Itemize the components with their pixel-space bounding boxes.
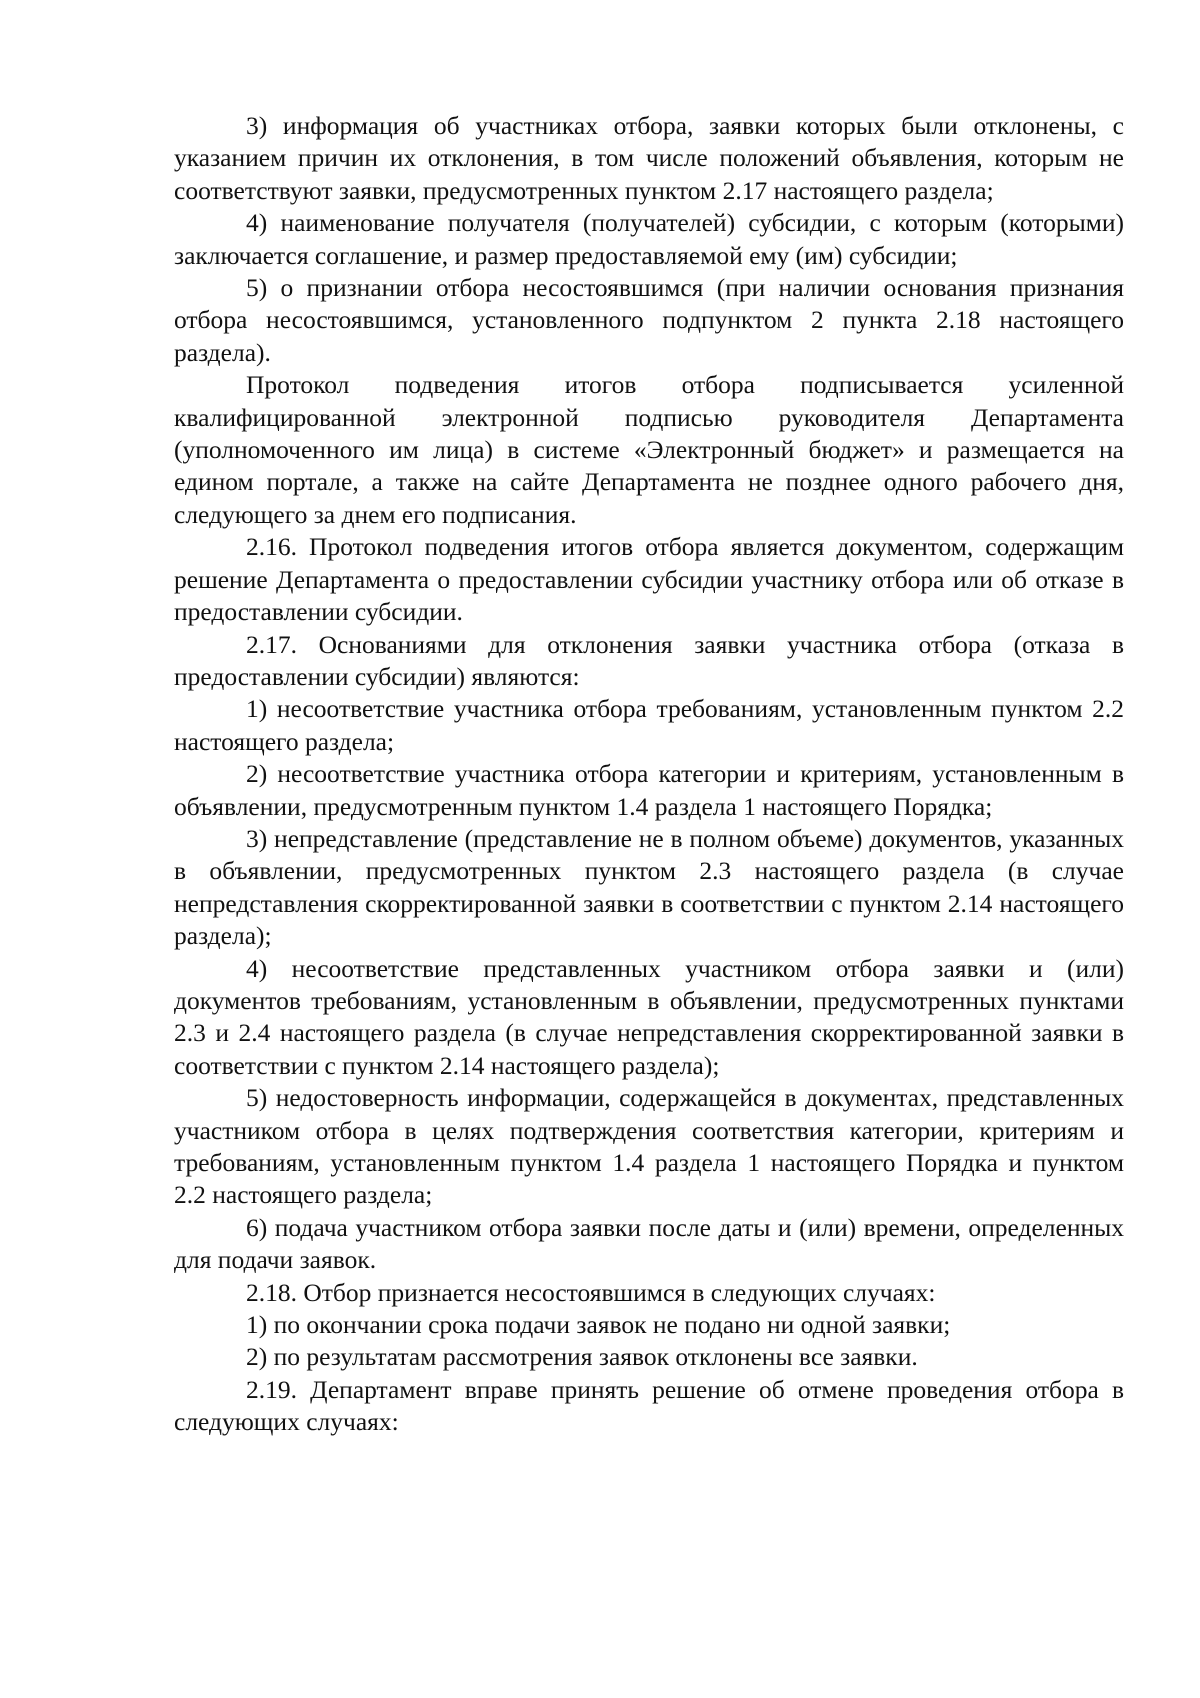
paragraph-2-18: 2.18. Отбор признается несостоявшимся в следующих случаях: [246,1277,936,1307]
paragraph-2-17-item-5: 5) недостоверность информации, содержащейся в документах, представленных участником отбора в целях подтверждения соответствия категории, критериям и требованиям, установленным пунктом 1.4 раздела 1 настоящего Порядка и пунктом 2.2 настоящего раздела; [174,1083,1124,1210]
paragraph-2-17-item-3: 3) непредставление (представление не в полном объеме) документов, указанных в объявлении, предусмотренных пунктом 2.3 настоящего раздела (в случае непредставления скорректированной заявки в соответствии с пунктом 2.14 настоящего раздела); [174,823,1124,951]
paragraph-2-16: 2.16. Протокол подведения итогов отбора является документом, содержащим решение Департамента о предоставлении субсидии участнику отбора или об отказе в предоставлении субсидии. [174,532,1124,627]
paragraph-item-3-rejected-participants: 3) информация об участниках отбора, заявки которых были отклонены, с указанием причин их отклонения, в том числе положений объявления, которым не соответствуют заявки, предусмотренных пунктом 2.17 настоящего раздела; [174,111,1124,205]
paragraph-2-17: 2.17. Основаниями для отклонения заявки участника отбора (отказа в предоставлении субсидии) являются: [174,629,1124,691]
document-page [174,110,1124,1439]
paragraph-2-18-item-2: 2) по результатам рассмотрения заявок отклонены все заявки. [246,1342,918,1372]
paragraph-protocol-signing: Протокол подведения итогов отбора подписывается усиленной квалифицированной электронной подписью руководителя Департамента (уполномоченного им лица) в системе «Электронный бюджет» и размещается на едином портале, а также на сайте Департамента не позднее одного рабочего дня, следующего за днем его подписания. [174,370,1124,529]
paragraph-item-4-recipient-name: 4) наименование получателя (получателей) субсидии, с которым (которыми) заключается соглашение, и размер предоставляемой ему (им) субсидии; [174,208,1124,270]
paragraph-2-17-item-6: 6) подача участником отбора заявки после даты и (или) времени, определенных для подачи заявок. [174,1212,1124,1275]
paragraph-2-17-item-4: 4) несоответствие представленных участником отбора заявки и (или) документов требованиям, установленным в объявлении, предусмотренных пунктами 2.3 и 2.4 настоящего раздела (в случае непредставления скорректированной заявки в соответствии с пунктом 2.14 настоящего раздела); [174,953,1124,1080]
paragraph-2-18-item-1: 1) по окончании срока подачи заявок не подано ни одной заявки; [246,1310,951,1340]
paragraph-item-5-selection-failed: 5) о признании отбора несостоявшимся (при наличии основания признания отбора несостоявшимся, установленного подпунктом 2 пункта 2.18 настоящего раздела). [174,273,1124,367]
paragraph-2-17-item-1: 1) несоответствие участника отбора требованиям, установленным пунктом 2.2 настоящего раздела; [174,694,1124,756]
paragraph-2-17-item-2: 2) несоответствие участника отбора категории и критериям, установленным в объявлении, предусмотренным пунктом 1.4 раздела 1 настоящего Порядка; [174,759,1124,821]
paragraph-2-19: 2.19. Департамент вправе принять решение об отмене проведения отбора в следующих случаях: [174,1374,1124,1437]
